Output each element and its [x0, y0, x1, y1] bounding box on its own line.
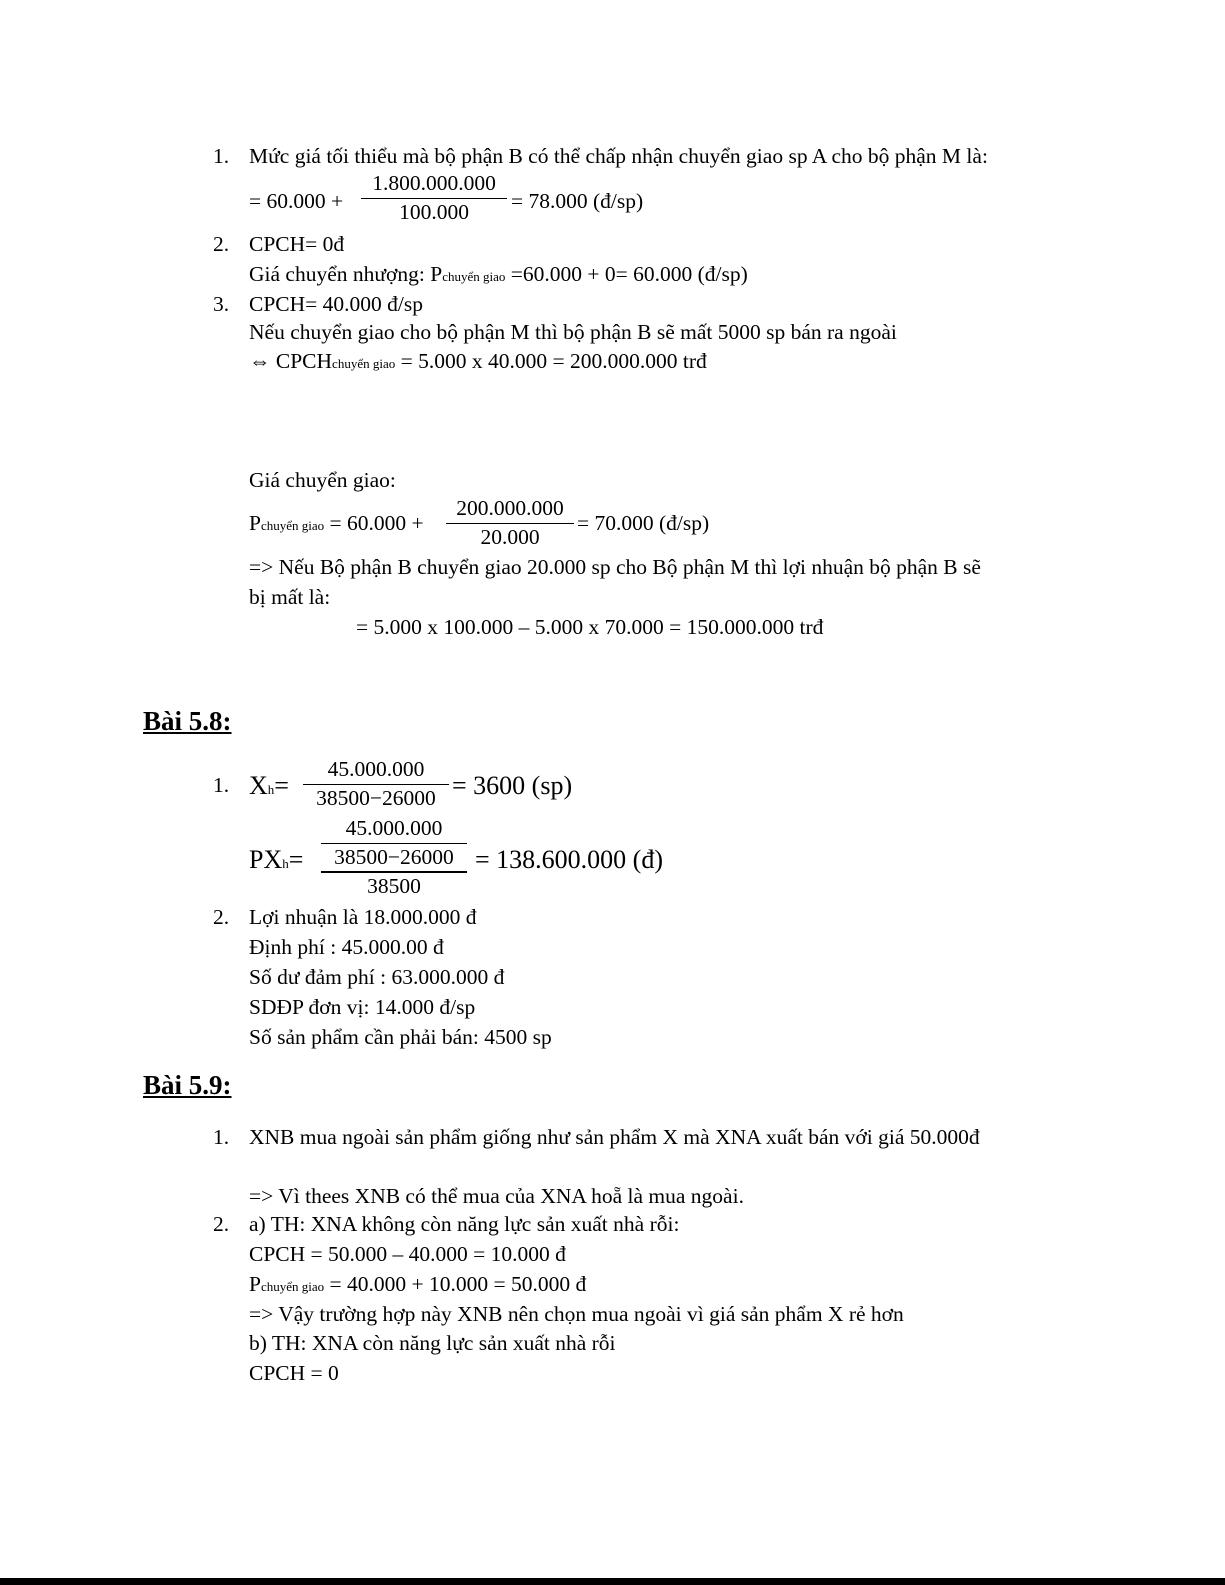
item-number: 1.: [213, 773, 230, 797]
item3-line3: [249, 351, 707, 373]
subscript: chuyển giao: [260, 1279, 325, 1294]
text: P: [249, 1272, 261, 1296]
conclusion-line2: bị mất là:: [249, 585, 331, 609]
pxh-label: [249, 847, 303, 873]
fraction-numerator: 200.000.000: [456, 496, 564, 520]
fraction-bar: [446, 523, 574, 524]
item-number: 3.: [213, 292, 230, 316]
fraction: [361, 173, 507, 223]
xh-label: [249, 773, 289, 799]
text: =: [274, 771, 289, 800]
item1-text: Mức giá tối thiểu mà bộ phận B có thể chấp nhận chuyển giao sp A cho bộ phận M là:: [249, 144, 988, 168]
fraction-denominator: 38500: [367, 874, 421, 898]
text: P: [249, 511, 261, 535]
compound-fraction: [321, 818, 467, 898]
text: =: [288, 845, 304, 874]
item2-line1: CPCH= 0đ: [249, 232, 345, 256]
section-heading-5-9: Bài 5.9:: [143, 1070, 232, 1100]
fraction: [303, 759, 449, 809]
fraction-middle: 38500−26000: [334, 844, 454, 869]
list-item: Số dư đảm phí : 63.000.000 đ: [249, 965, 505, 989]
list-item: Số sản phẩm cần phải bán: 4500 sp: [249, 1025, 552, 1049]
list-item: SDĐP đơn vị: 14.000 đ/sp: [249, 995, 476, 1019]
item-number: 2.: [213, 1212, 230, 1236]
item2-line6: CPCH = 0: [249, 1361, 339, 1385]
fraction-denominator: 100.000: [399, 199, 469, 224]
text: = 60.000 +: [329, 511, 424, 535]
item1-line1: XNB mua ngoài sản phẩm giống như sản phẩm X mà XNA xuất bán với giá 50.000đ: [249, 1125, 980, 1149]
item2-line5: b) TH: XNA còn năng lực sản xuất nhà rỗi: [249, 1331, 616, 1355]
pxh-result: = 138.600.000 (đ): [475, 845, 663, 874]
fraction: [446, 498, 574, 548]
subscript: chuyển giao: [260, 518, 325, 533]
item-number: 2.: [213, 232, 230, 256]
item1-line2: => Vì thees XNB có thể mua của XNA hoẵ là mua ngoài.: [249, 1184, 744, 1208]
subscript: chuyển giao: [442, 269, 506, 284]
item2-line2: CPCH = 50.000 – 40.000 = 10.000 đ: [249, 1242, 566, 1266]
transfer-eq: [249, 513, 424, 535]
xh-result: = 3600 (sp): [452, 771, 573, 800]
item2-line2: [249, 264, 748, 286]
transfer-label: Giá chuyển giao:: [249, 468, 396, 492]
fraction-denominator: 38500−26000: [316, 785, 436, 810]
text: X: [249, 771, 268, 800]
fraction-bar: [361, 198, 507, 199]
eq-suffix: = 78.000 (đ/sp): [511, 189, 644, 213]
list-item: Lợi nhuận là 18.000.000 đ: [249, 905, 477, 929]
text: PX: [249, 845, 283, 874]
text: =60.000 + 0= 60.000 (đ/sp): [510, 262, 748, 286]
text: = 5.000 x 40.000 = 200.000.000 trđ: [400, 349, 707, 373]
text: Giá chuyển nhượng: P: [249, 262, 443, 286]
item2-line1: a) TH: XNA không còn năng lực sản xuất nhà rỗi:: [249, 1212, 680, 1236]
eq-suffix: = 70.000 (đ/sp): [577, 511, 710, 535]
item3-line1: CPCH= 40.000 đ/sp: [249, 292, 424, 316]
item-number: 1.: [213, 144, 230, 168]
subscript: chuyển giao: [332, 356, 396, 371]
text: = 40.000 + 10.000 = 50.000 đ: [329, 1272, 587, 1296]
conclusion-calc: = 5.000 x 100.000 – 5.000 x 70.000 = 150.000.000 trđ: [356, 615, 824, 639]
page-bottom-border: [0, 1578, 1225, 1585]
item-number: 1.: [213, 1125, 230, 1149]
list-item: Định phí : 45.000.00 đ: [249, 935, 444, 959]
fraction-numerator: 45.000.000: [327, 757, 425, 781]
conclusion-line1: => Nếu Bộ phận B chuyển giao 20.000 sp cho Bộ phận M thì lợi nhuận bộ phận B sẽ: [249, 555, 981, 579]
fraction-denominator: 20.000: [480, 524, 540, 549]
section-heading-5-8: Bài 5.8:: [143, 706, 232, 736]
fraction-bar: [321, 843, 467, 844]
subscript: h: [267, 782, 275, 797]
text: ⇔ CPCH: [249, 349, 333, 373]
item2-line4: => Vậy trường hợp này XNB nên chọn mua ngoài vì giá sản phẩm X rẻ hơn: [249, 1302, 904, 1326]
fraction-numerator: 45.000.000: [345, 816, 443, 840]
item2-line3: [249, 1274, 586, 1296]
item3-line2: Nếu chuyển giao cho bộ phận M thì bộ phận B sẽ mất 5000 sp bán ra ngoài: [249, 320, 897, 344]
eq-prefix: = 60.000 +: [249, 189, 344, 213]
subscript: h: [282, 856, 289, 871]
fraction-bar: [321, 871, 467, 873]
item-number: 2.: [213, 905, 230, 929]
fraction-numerator: 1.800.000.000: [372, 171, 496, 195]
fraction-bar: [303, 784, 449, 785]
